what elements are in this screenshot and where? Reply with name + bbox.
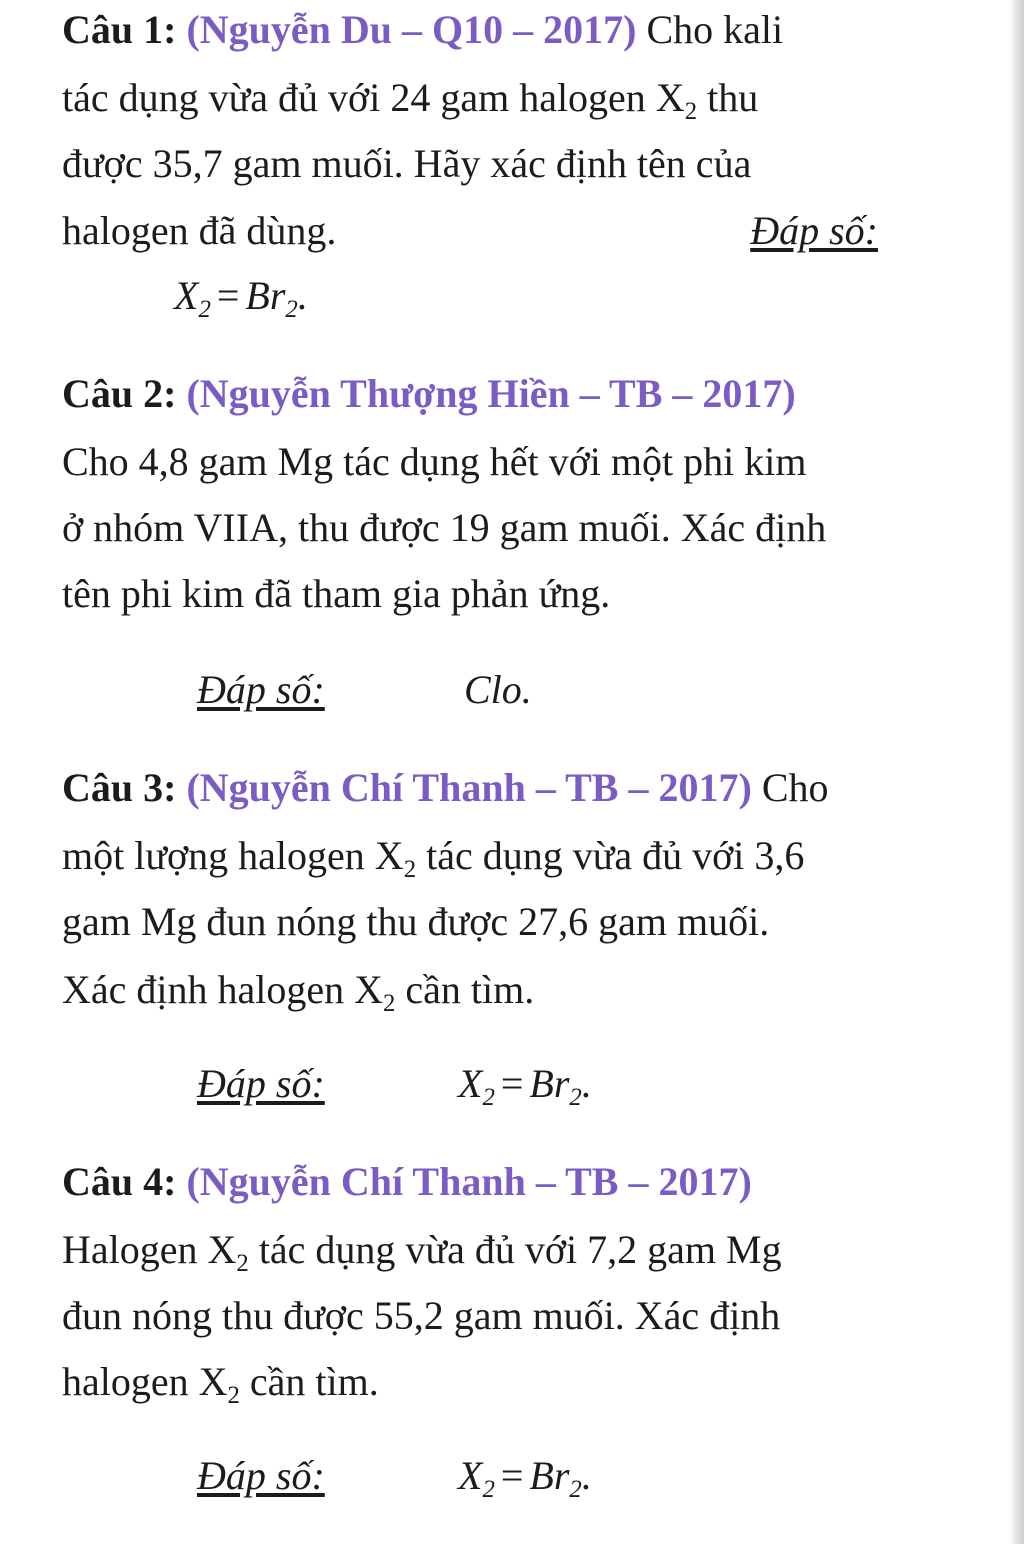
q4-line2-subscript: 2: [236, 1249, 249, 1277]
q3-line2-end: tác dụng vừa đủ với 3,6: [416, 833, 805, 878]
q2-source: (Nguyễn Thượng Hiền – TB – 2017): [186, 371, 796, 416]
q3-answer-formula: [458, 1058, 592, 1110]
q2-heading-line: [62, 368, 796, 420]
q2-line3: ở nhóm VIIA, thu được 19 gam muối. Xác định: [62, 505, 827, 550]
q2-answer: Clo.: [464, 667, 532, 712]
q4-answer-formula: [458, 1450, 592, 1502]
q3-line4-text: Xác định halogen X: [62, 967, 384, 1012]
q4-answer-label: [197, 1450, 325, 1502]
q2-number: Câu 2:: [62, 371, 177, 416]
q3-line2-text: một lượng halogen X: [62, 833, 404, 878]
q1-source: (Nguyễn Du – Q10 – 2017): [186, 7, 637, 52]
q2-answer-label: [197, 664, 325, 716]
q3-heading-line: [62, 762, 829, 814]
q1-formula-rhs-sub: 2: [285, 295, 298, 323]
q3-line4-subscript: 2: [383, 989, 396, 1017]
q1-line4: [62, 205, 922, 257]
q2-answer-label-text: Đáp số:: [197, 667, 325, 712]
q1-line1-text: Cho kali: [646, 7, 784, 52]
q1-line3: được 35,7 gam muối. Hãy xác định tên của: [62, 141, 752, 186]
q4-number: Câu 4:: [62, 1159, 177, 1204]
q1-line4-text: halogen đã dùng.: [62, 208, 337, 253]
q4-source: (Nguyễn Chí Thanh – TB – 2017): [186, 1159, 752, 1204]
q4-line4-subscript: 2: [227, 1381, 240, 1409]
q1-subscript: 2: [684, 97, 698, 125]
q1-line2-end: thu: [697, 75, 759, 120]
q1-heading-line: [62, 4, 783, 56]
q4-answer-label-text: Đáp số:: [197, 1453, 325, 1498]
q1-formula-end: .: [297, 273, 308, 318]
q1-formula-rhs: Br: [245, 273, 286, 318]
q4-line4-end: cần tìm.: [239, 1359, 379, 1404]
q1-line2: [62, 72, 758, 124]
q1-formula-lhs: X: [174, 273, 199, 318]
q4-heading-line: [62, 1156, 752, 1208]
q3-line4-end: cần tìm.: [395, 967, 535, 1012]
q3-formula-lhs-sub: 2: [482, 1083, 495, 1111]
q3-answer-label: [197, 1058, 325, 1110]
q4-line2-text: Halogen X: [62, 1227, 237, 1272]
q3-answer-label-text: Đáp số:: [197, 1061, 325, 1106]
q1-answer-label: Đáp số:: [750, 208, 878, 253]
q3-line4: [62, 964, 534, 1016]
page-edge-shadow: [1010, 0, 1024, 1544]
q4-line2-end: tác dụng vừa đủ với 7,2 gam Mg: [248, 1227, 782, 1272]
q2-line4: tên phi kim đã tham gia phản ứng.: [62, 571, 611, 616]
q3-line3: gam Mg đun nóng thu được 27,6 gam muối.: [62, 899, 770, 944]
q3-line2-subscript: 2: [403, 855, 417, 883]
q1-formula-eq: =: [216, 273, 240, 318]
q3-formula-rhs: Br: [529, 1061, 570, 1106]
q3-source: (Nguyễn Chí Thanh – TB – 2017): [186, 765, 752, 810]
q3-formula-lhs: X: [458, 1061, 483, 1106]
q4-line3: đun nóng thu được 55,2 gam muối. Xác định: [62, 1293, 781, 1338]
q2-line2: Cho 4,8 gam Mg tác dụng hết với một phi kim: [62, 439, 807, 484]
q4-formula-end: .: [581, 1453, 592, 1498]
q3-number: Câu 3:: [62, 765, 177, 810]
q4-formula-rhs: Br: [529, 1453, 570, 1498]
q4-formula-lhs: X: [458, 1453, 483, 1498]
q4-formula-eq: =: [500, 1453, 524, 1498]
q3-line2: [62, 830, 804, 882]
q1-formula-lhs-sub: 2: [198, 295, 211, 323]
q4-line4: [62, 1356, 379, 1408]
q3-formula-eq: =: [500, 1061, 524, 1106]
q1-number: Câu 1:: [62, 7, 177, 52]
q3-formula-end: .: [581, 1061, 592, 1106]
q3-line1-text: Cho: [761, 765, 829, 810]
q4-formula-rhs-sub: 2: [569, 1475, 582, 1503]
q4-line2: [62, 1224, 782, 1276]
q4-line4-text: halogen X: [62, 1359, 228, 1404]
q1-answer-formula: [174, 270, 308, 322]
q3-formula-rhs-sub: 2: [569, 1083, 582, 1111]
q1-line2-text: tác dụng vừa đủ với 24 gam halogen X: [62, 75, 685, 120]
q4-formula-lhs-sub: 2: [482, 1475, 495, 1503]
